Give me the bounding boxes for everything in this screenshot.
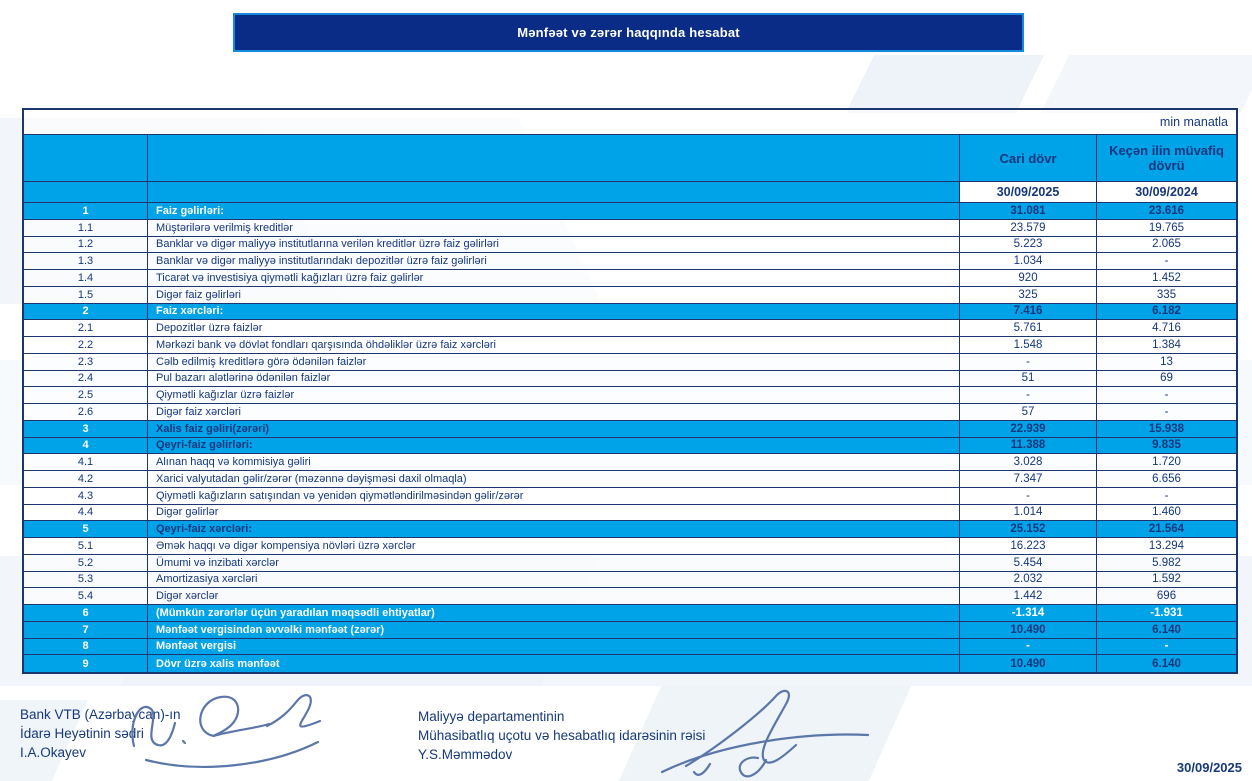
row-current-value: 5.761: [960, 320, 1097, 336]
signatory-name: Y.S.Məmmədov: [418, 747, 513, 762]
row-previous-value: 69: [1160, 372, 1173, 385]
row-previous-value: 4.716: [1152, 322, 1181, 335]
table-row: [24, 203, 1236, 220]
row-number-cell: 1.1: [24, 220, 148, 236]
watermark-shape: [1041, 55, 1252, 113]
row-label-cell: Ümumi və inzibati xərclər: [148, 555, 960, 571]
row-label-cell: Amortizasiya xərcləri: [148, 572, 960, 588]
table-row: [24, 421, 1236, 438]
row-number-cell: 7: [24, 622, 148, 638]
row-number-cell: 2.5: [24, 387, 148, 403]
row-current-value: 5.223: [960, 237, 1097, 253]
table-row: [24, 404, 1236, 421]
date-blank-cell: [148, 182, 960, 202]
row-previous-value: 5.982: [1152, 556, 1181, 569]
row-current-value: 22.939: [960, 421, 1097, 437]
row-label-cell: Mənfəət vergisindən əvvəlki mənfəət (zərər): [148, 622, 960, 638]
row-label-cell: Mənfəət vergisi: [148, 639, 960, 655]
unit-note: min manatla: [1159, 115, 1228, 129]
table-date-row: [24, 182, 1236, 203]
row-number-cell: 5.4: [24, 588, 148, 604]
row-previous-value: 9.835: [1097, 438, 1236, 454]
row-previous-value: 6.182: [1097, 304, 1236, 320]
row-current-value: 7.347: [960, 471, 1097, 487]
row-number-cell: 3: [24, 421, 148, 437]
row-label-cell: (Mümkün zərərlər üçün yaradılan məqsədli ehtiyatlar): [148, 605, 960, 621]
row-previous-value: -1.931: [1097, 605, 1236, 621]
table-row: [24, 337, 1236, 354]
table-row: [24, 471, 1236, 488]
table-row: [24, 605, 1236, 622]
row-label-cell: Faiz gəlirləri:: [148, 203, 960, 219]
row-number-cell: 2: [24, 304, 148, 320]
row-number-cell: 6: [24, 605, 148, 621]
row-number-cell: 1.4: [24, 270, 148, 286]
signatory-dept-line: Maliyyə departamentinin: [418, 709, 565, 724]
row-number-cell: 4.1: [24, 454, 148, 470]
row-number-cell: 8: [24, 639, 148, 655]
table-row: [24, 488, 1236, 505]
row-previous-value: 19.765: [1148, 221, 1185, 234]
row-current-value: 1.014: [960, 505, 1097, 521]
row-previous-value: 1.592: [1152, 573, 1181, 586]
row-current-value: 25.152: [960, 521, 1097, 537]
row-current-value: 3.028: [960, 454, 1097, 470]
row-number-cell: 2.3: [24, 354, 148, 370]
table-body: [24, 203, 1236, 672]
row-current-value: 57: [960, 404, 1097, 420]
signatory-name: I.A.Okayev: [20, 745, 87, 760]
table-row: [24, 253, 1236, 270]
header-previous-period: Keçən ilin müvafiq dövrü: [1097, 135, 1236, 181]
row-previous-value: 23.616: [1097, 203, 1236, 219]
row-number-cell: 4: [24, 438, 148, 454]
table-row: [24, 387, 1236, 404]
row-number-cell: 2.2: [24, 337, 148, 353]
row-label-cell: Əmək haqqı və digər kompensiya növləri üzrə xərclər: [148, 538, 960, 554]
table-row: [24, 237, 1236, 254]
row-current-value: -: [960, 639, 1097, 655]
row-previous-value: 6.140: [1097, 622, 1236, 638]
row-current-value: 16.223: [960, 538, 1097, 554]
table-row: [24, 588, 1236, 605]
row-current-value: 7.416: [960, 304, 1097, 320]
row-label-cell: Faiz xərcləri:: [148, 304, 960, 320]
table-row: [24, 655, 1236, 672]
row-number-cell: 2.1: [24, 320, 148, 336]
row-label-cell: Cəlb edilmiş kreditlərə görə ödənilən faizlər: [148, 354, 960, 370]
row-label-cell: Dövr üzrə xalis mənfəət: [148, 655, 960, 672]
unit-note-row: [24, 110, 1236, 135]
report-title-bar: [233, 13, 1024, 52]
report-date: 30/09/2025: [1176, 760, 1242, 775]
row-number-cell: 5.2: [24, 555, 148, 571]
row-label-cell: Müştərilərə verilmiş kreditlər: [148, 220, 960, 236]
row-label-cell: Digər faiz gəlirləri: [148, 287, 960, 303]
row-label-cell: Depozitlər üzrə faizlər: [148, 320, 960, 336]
row-label-cell: Digər faiz xərcləri: [148, 404, 960, 420]
row-label-cell: Qiymətli kağızların satışından və yenidən qiymətləndirilməsindən gəlir/zərər: [148, 488, 960, 504]
row-current-value: -: [960, 488, 1097, 504]
row-current-value: -1.314: [960, 605, 1097, 621]
row-previous-value: 13.294: [1148, 539, 1185, 552]
table-row: [24, 639, 1236, 656]
current-period-date: 30/09/2025: [960, 182, 1097, 202]
row-previous-value: -: [1164, 255, 1169, 268]
row-current-value: -: [960, 354, 1097, 370]
row-previous-value: 1.452: [1152, 271, 1181, 284]
row-number-cell: 2.6: [24, 404, 148, 420]
row-previous-value: 1.384: [1152, 338, 1181, 351]
row-current-value: 1.548: [960, 337, 1097, 353]
row-current-value: 51: [960, 371, 1097, 387]
header-current-period: Cari dövr: [960, 135, 1097, 181]
row-label-cell: Qeyri-faiz xərcləri:: [148, 521, 960, 537]
table-row: [24, 270, 1236, 287]
table-row: [24, 287, 1236, 304]
table-row: [24, 538, 1236, 555]
row-number-cell: 1.5: [24, 287, 148, 303]
table-row: [24, 505, 1236, 522]
signature-memmedov: [650, 686, 880, 781]
row-current-value: 1.442: [960, 588, 1097, 604]
row-number-cell: 9: [24, 655, 148, 672]
table-row: [24, 572, 1236, 589]
row-label-cell: Mərkəzi bank və dövlət fondları qarşısında öhdəliklər üzrə faiz xərcləri: [148, 337, 960, 353]
row-current-value: 10.490: [960, 655, 1097, 672]
table-row: [24, 304, 1236, 321]
row-current-value: 5.454: [960, 555, 1097, 571]
row-label-cell: Banklar və digər maliyyə institutlarına verilən kreditlər üzrə faiz gəlirləri: [148, 237, 960, 253]
row-previous-value: -: [1164, 389, 1169, 402]
row-current-value: 10.490: [960, 622, 1097, 638]
table-row: [24, 220, 1236, 237]
row-previous-value: -: [1164, 405, 1169, 418]
table-row: [24, 371, 1236, 388]
previous-period-date: 30/09/2024: [1097, 182, 1236, 202]
row-number-cell: 5.3: [24, 572, 148, 588]
table-row: [24, 521, 1236, 538]
signatory-title-line: Mühasibatlıq uçotu və hesabatlıq idarəsinin rəisi: [418, 728, 706, 743]
table-row: [24, 320, 1236, 337]
row-previous-value: 6.140: [1097, 655, 1236, 672]
row-previous-value: 335: [1156, 288, 1177, 301]
page-title: Mənfəət və zərər haqqında hesabat: [517, 25, 740, 40]
profit-loss-table: [22, 108, 1238, 674]
row-previous-value: -: [1164, 489, 1169, 502]
row-previous-value: 21.564: [1097, 521, 1236, 537]
row-number-cell: 4.4: [24, 505, 148, 521]
row-previous-value: 2.065: [1152, 238, 1181, 251]
row-current-value: 23.579: [960, 220, 1097, 236]
header-number-cell: [24, 135, 148, 181]
row-number-cell: 1.2: [24, 237, 148, 253]
date-blank-cell: [24, 182, 148, 202]
row-label-cell: Xarici valyutadan gəlir/zərər (məzənnə dəyişməsi daxil olmaqla): [148, 471, 960, 487]
row-label-cell: Digər gəlirlər: [148, 505, 960, 521]
row-number-cell: 4.2: [24, 471, 148, 487]
row-current-value: -: [960, 387, 1097, 403]
row-label-cell: Qeyri-faiz gəlirləri:: [148, 438, 960, 454]
row-current-value: 1.034: [960, 253, 1097, 269]
signatory-title-line: İdarə Heyətinin sədri: [20, 726, 144, 741]
table-row: [24, 622, 1236, 639]
row-label-cell: Qiymətli kağızlar üzrə faizlər: [148, 387, 960, 403]
row-previous-value: 1.460: [1152, 506, 1181, 519]
row-current-value: 325: [960, 287, 1097, 303]
table-row: [24, 454, 1236, 471]
row-number-cell: 1.3: [24, 253, 148, 269]
row-label-cell: Alınan haqq və kommisiya gəliri: [148, 454, 960, 470]
row-previous-value: 696: [1156, 590, 1177, 603]
row-previous-value: 6.656: [1152, 472, 1181, 485]
signatory-org-line: Bank VTB (Azərbaycan)-ın: [20, 707, 181, 722]
row-label-cell: Pul bazarı alətlərinə ödənilən faizlər: [148, 371, 960, 387]
table-row: [24, 354, 1236, 371]
row-label-cell: Banklar və digər maliyyə institutlarındakı depozitlər üzrə faiz gəlirləri: [148, 253, 960, 269]
row-number-cell: 5: [24, 521, 148, 537]
row-current-value: 2.032: [960, 572, 1097, 588]
row-label-cell: Digər xərclər: [148, 588, 960, 604]
row-previous-value: 15.938: [1097, 421, 1236, 437]
row-number-cell: 1: [24, 203, 148, 219]
header-label-cell: [148, 135, 960, 181]
row-previous-value: 1.720: [1152, 456, 1181, 469]
row-label-cell: Ticarət və investisiya qiymətli kağızları üzrə faiz gəlirlər: [148, 270, 960, 286]
signature-okayev: [118, 684, 348, 776]
table-row: [24, 555, 1236, 572]
row-previous-value: 13: [1160, 355, 1173, 368]
row-number-cell: 4.3: [24, 488, 148, 504]
row-current-value: 11.388: [960, 438, 1097, 454]
table-header-row: [24, 135, 1236, 182]
row-label-cell: Xalis faiz gəliri(zərəri): [148, 421, 960, 437]
table-row: [24, 438, 1236, 455]
watermark-shape: [846, 55, 1044, 113]
row-number-cell: 2.4: [24, 371, 148, 387]
row-previous-value: -: [1097, 639, 1236, 655]
row-current-value: 31.081: [960, 203, 1097, 219]
row-current-value: 920: [960, 270, 1097, 286]
row-number-cell: 5.1: [24, 538, 148, 554]
